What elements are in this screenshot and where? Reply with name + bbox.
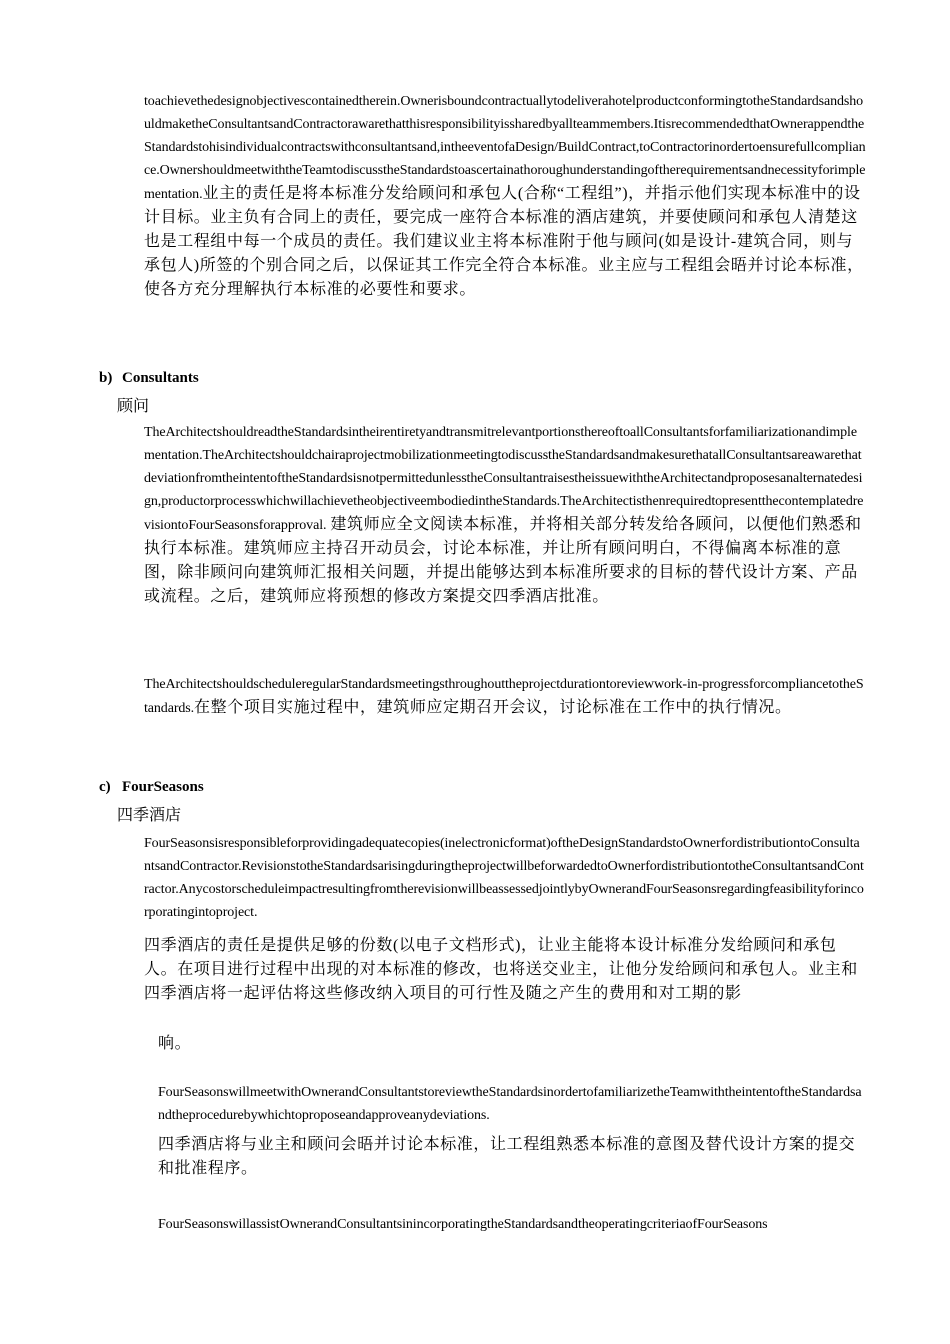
fourseasons-p2-english: FourSeasonswillmeetwithOwnerandConsultantstoreviewtheStandardsinordertofamiliarizetheTeamwiththeintentoftheStandardsandtheprocedurebywhichtoproposeandapproveanydeviations. bbox=[158, 1085, 862, 1123]
section-heading-fourseasons bbox=[99, 777, 204, 797]
consultants-p1-english: TheArchitectshouldreadtheStandardsintheirentiretyandtransmitrelevantportionsthereoftoallConsultantsforfamiliarizationandimplementation.TheArchitectshouldchairaprojectmobilizationmeetingtodiscusstheStandardsandmakesurethatallConsultantsareawarethatdeviationfromtheintentoftheStandardsisnotpermittedunlesstheConsultantraisestheissuewiththeArchitectandproposesanalternatedesign,productorprocesswhichwillachievetheobjectiveembodiedintheStandards.TheArchitectisthenrequiredtopresentthecontemplatedrevisiontoFourSeasonsforapproval. bbox=[144, 425, 864, 533]
owner-paragraph-english: toachievethedesignobjectivescontainedtherein.OwnerisboundcontractuallytodeliverahotelproductconformingtotheStandardsandshouldmaketheConsultantsandContractorawarethatthisresponsibilityissharedbyallteammembers.ItisrecommendedthatOwnerappendtheStandardstohisindividualcontractswithconsultantsand,intheeventofaDesign/BuildContract,toContractorinordertoensurefullcompliance.OwnershouldmeetwiththeTeamtodiscusstheStandardstoascertainathoroughunderstandingoftherequirementsandnecessityforimplementation. bbox=[144, 94, 866, 202]
owner-paragraph-chinese: 业主的责任是将本标准分发给顾问和承包人(合称“工程组”)，并指示他们实现本标准中的设计目标。业主负有合同上的责任，要完成一座符合本标准的酒店建筑，并要使顾问和承包人清楚这也是工程组中每一个成员的责任。我们建议业主将本标准附于他与顾问(如是设计-建筑合同，则与承包人)所签的个别合同之后，以保证其工作完全符合本标准。业主应与工程组会晤并讨论本标准，使各方充分理解执行本标准的必要性和要求。 bbox=[144, 185, 864, 298]
fourseasons-p3-english: FourSeasonswillassistOwnerandConsultantsinincorporatingtheStandardsandtheoperatingcriteriaofFourSeasons bbox=[158, 1217, 768, 1232]
owner-responsibility-paragraph bbox=[144, 90, 866, 302]
section-heading-consultants bbox=[99, 368, 199, 388]
fourseasons-p2-chinese: 四季酒店将与业主和顾问会晤并讨论本标准，让工程组熟悉本标准的意图及替代设计方案的提交和批准程序。 bbox=[158, 1136, 856, 1177]
consultants-paragraph-1 bbox=[144, 421, 866, 609]
section-subtitle-consultants: 顾问 bbox=[117, 398, 150, 415]
fourseasons-p1-english: FourSeasonsisresponsibleforprovidingadequatecopies(inelectronicformat)oftheDesignStandardstoOwnerfordistributiontoConsultantsandContractor.RevisionstotheStandardsarisingduringtheprojectwillbeforwardedtoOwnerfordistributiontotheConsultantsandContractor.AnycostorscheduleimpactresultingfromtherevisionwillbeassessedjointlybyOwnerandFourSeasonsregardingfeasibilityforincorporatingintoproject. bbox=[144, 836, 864, 920]
section-label: c) bbox=[99, 779, 111, 795]
consultants-paragraph-2 bbox=[144, 673, 866, 720]
consultants-p1-chinese: 建筑师应全文阅读本标准，并将相关部分转发给各顾问，以便他们熟悉和执行本标准。建筑师应主持召开动员会，讨论本标准，并让所有顾问明白，不得偏离本标准的意图，除非顾问向建筑师汇报相关问题，并提出能够达到本标准所要求的目标的替代设计方案、产品或流程。之后，建筑师应将预想的修改方案提交四季酒店批准。 bbox=[144, 516, 862, 605]
consultants-p2-chinese: 在整个项目实施过程中，建筑师应定期召开会议，讨论标准在工作中的执行情况。 bbox=[194, 699, 792, 716]
section-subtitle-fourseasons: 四季酒店 bbox=[117, 807, 182, 824]
fourseasons-p1-chinese-tail: 响。 bbox=[158, 1035, 192, 1052]
consultants-p2-english: TheArchitectshouldscheduleregularStandardsmeetingsthroughouttheprojectdurationtoreviewwork-in-progressforcompliancetotheStandards. bbox=[144, 677, 864, 716]
fourseasons-p1-chinese: 四季酒店的责任是提供足够的份数(以电子文档形式)，让业主能将本设计标准分发给顾问和承包人。在项目进行过程中出现的对本标准的修改，也将送交业主，让他分发给顾问和承包人。业主和四季酒店将一起评估将这些修改纳入项目的可行性及随之产生的费用和对工期的影 bbox=[144, 937, 858, 1002]
section-title: Consultants bbox=[122, 370, 199, 386]
section-label: b) bbox=[99, 370, 113, 386]
section-title: FourSeasons bbox=[122, 779, 204, 795]
